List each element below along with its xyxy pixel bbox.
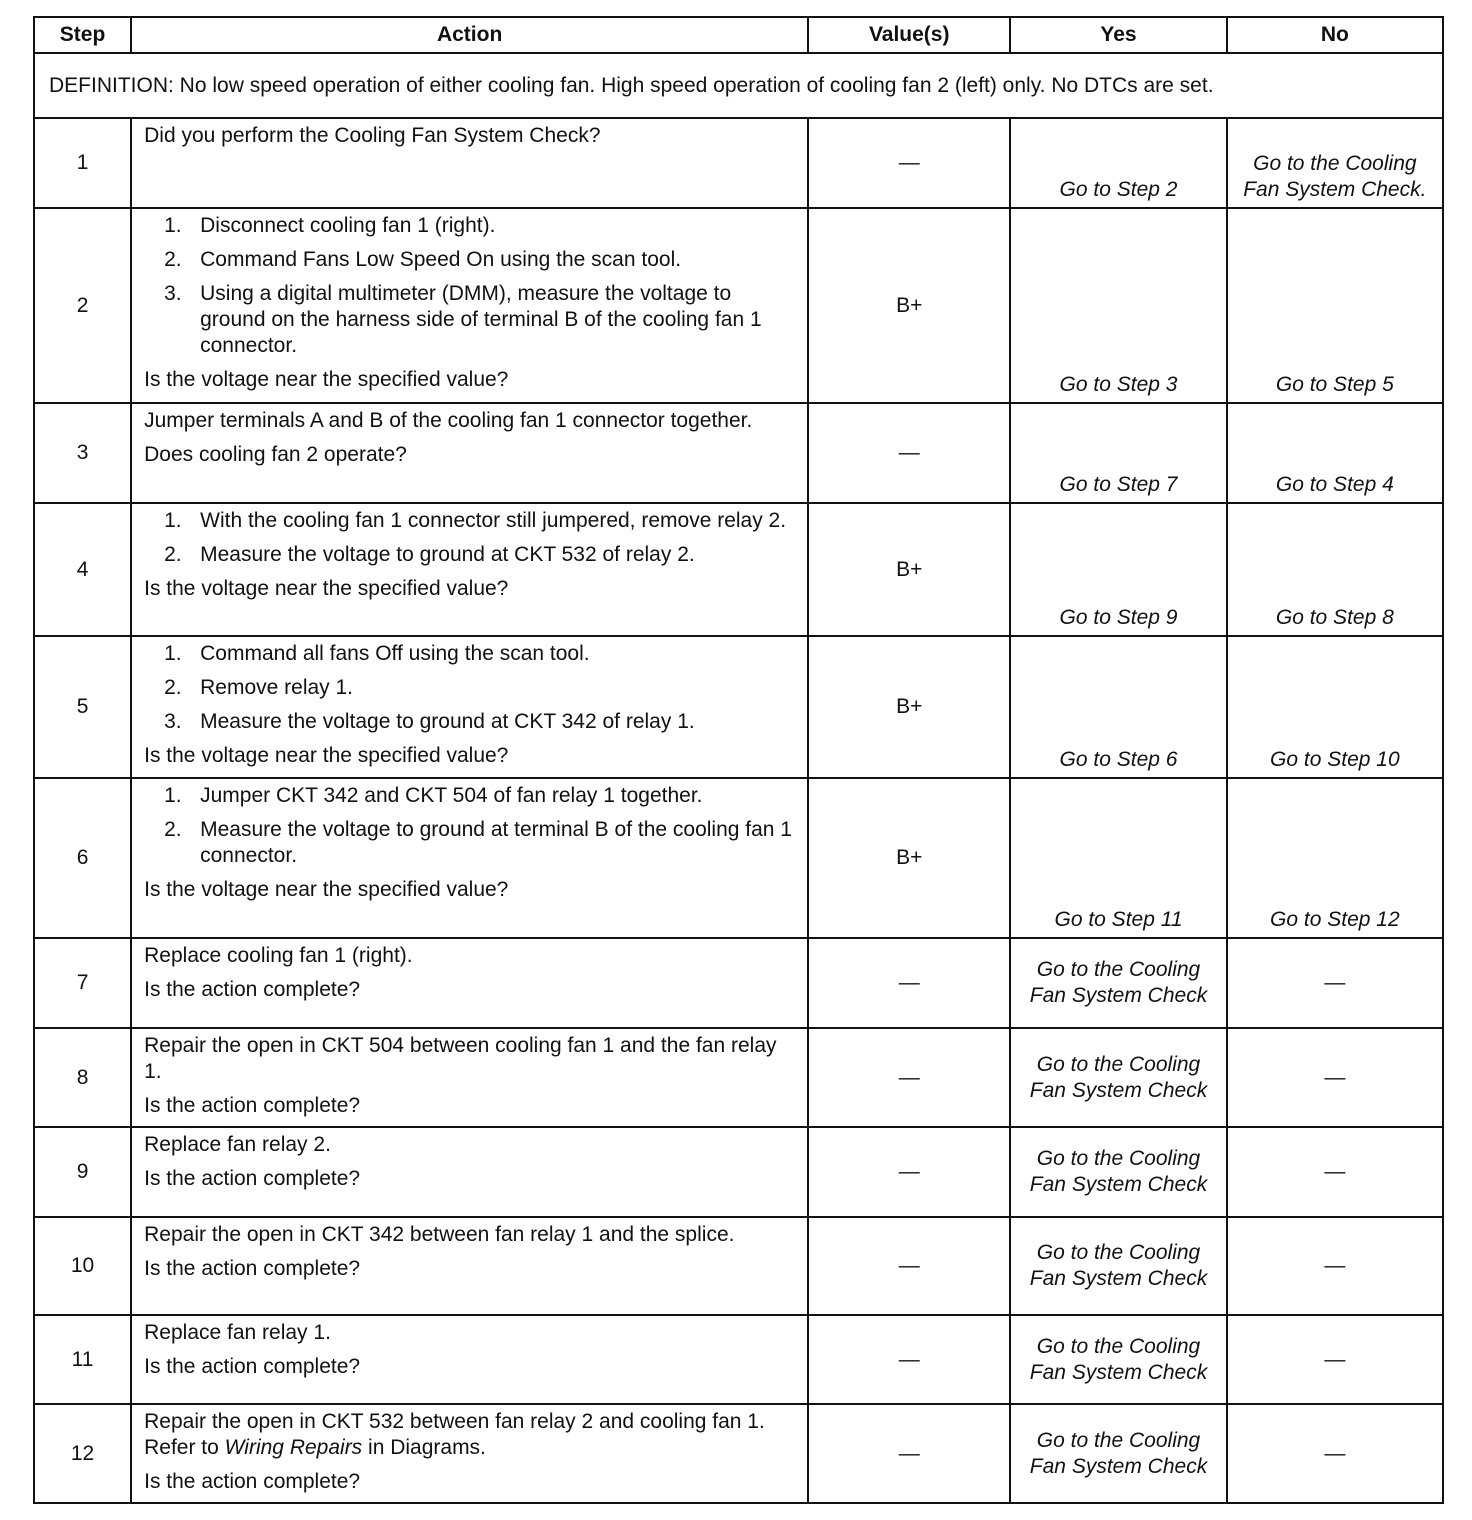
no-cell: Go to Step 5 xyxy=(1227,208,1443,403)
action-list xyxy=(144,641,797,735)
action-text: Repair the open in CKT 504 between cooling fan 1 and the fan relay 1. xyxy=(144,1034,777,1083)
table-row xyxy=(34,636,1443,778)
diagnostic-table xyxy=(33,16,1444,1504)
yes-cell: Go to Step 7 xyxy=(1010,403,1226,503)
no-cell: Go to Step 12 xyxy=(1227,778,1443,938)
item-number: 1. xyxy=(164,214,182,237)
item-text: Jumper CKT 342 and CKT 504 of fan relay 1 together. xyxy=(200,784,703,807)
no-cell: — xyxy=(1227,938,1443,1028)
value-cell: — xyxy=(808,118,1010,208)
value-cell: — xyxy=(808,938,1010,1028)
yes-cell: Go to the Cooling Fan System Check xyxy=(1010,1217,1226,1315)
step-number: 7 xyxy=(34,938,131,1028)
header-action: Action xyxy=(131,17,808,53)
no-cell: Go to Step 8 xyxy=(1227,503,1443,636)
step-number: 8 xyxy=(34,1028,131,1127)
no-cell: Go to Step 4 xyxy=(1227,403,1443,503)
yes-cell: Go to Step 3 xyxy=(1010,208,1226,403)
action-question: Is the action complete? xyxy=(144,1167,361,1190)
action-cell xyxy=(131,503,808,636)
yes-cell: Go to Step 6 xyxy=(1010,636,1226,778)
value-cell: — xyxy=(808,1127,1010,1217)
yes-cell: Go to the Cooling Fan System Check xyxy=(1010,1315,1226,1404)
value-cell: — xyxy=(808,1217,1010,1315)
action-text: Replace fan relay 2. xyxy=(144,1133,331,1156)
no-cell: Go to the Cooling Fan System Check. xyxy=(1227,118,1443,208)
value-cell: B+ xyxy=(808,503,1010,636)
yes-cell: Go to Step 2 xyxy=(1010,118,1226,208)
step-number: 11 xyxy=(34,1315,131,1404)
action-cell xyxy=(131,208,808,403)
yes-cell: Go to the Cooling Fan System Check xyxy=(1010,1404,1226,1503)
value-cell: B+ xyxy=(808,778,1010,938)
item-number: 2. xyxy=(164,543,182,566)
table-row xyxy=(34,1404,1443,1503)
action-cell xyxy=(131,1315,808,1404)
table-row xyxy=(34,1217,1443,1315)
step-number: 6 xyxy=(34,778,131,938)
table-row xyxy=(34,403,1443,503)
action-cell xyxy=(131,1127,808,1217)
action-cell xyxy=(131,403,808,503)
action-cell xyxy=(131,1217,808,1315)
header-values: Value(s) xyxy=(808,17,1010,53)
header-yes: Yes xyxy=(1010,17,1226,53)
step-number: 12 xyxy=(34,1404,131,1503)
item-text: Disconnect cooling fan 1 (right). xyxy=(200,214,496,237)
item-text: Command all fans Off using the scan tool. xyxy=(200,642,590,665)
value-cell: — xyxy=(808,1315,1010,1404)
action-question: Is the action complete? xyxy=(144,978,361,1001)
table-row xyxy=(34,1028,1443,1127)
action-list-item xyxy=(144,508,797,534)
action-question: Is the action complete? xyxy=(144,1257,361,1280)
action-list-item xyxy=(144,641,797,667)
step-number: 1 xyxy=(34,118,131,208)
table-row xyxy=(34,118,1443,208)
no-cell: — xyxy=(1227,1217,1443,1315)
value-cell: — xyxy=(808,403,1010,503)
action-question: Is the action complete? xyxy=(144,1094,361,1117)
item-number: 2. xyxy=(164,248,182,271)
action-list-item xyxy=(144,542,797,568)
action-cell xyxy=(131,778,808,938)
yes-cell: Go to Step 11 xyxy=(1010,778,1226,938)
item-number: 3. xyxy=(164,282,182,305)
step-number: 9 xyxy=(34,1127,131,1217)
action-cell xyxy=(131,636,808,778)
header-row xyxy=(34,17,1443,53)
action-list xyxy=(144,213,797,359)
yes-cell: Go to the Cooling Fan System Check xyxy=(1010,1127,1226,1217)
value-cell: — xyxy=(808,1404,1010,1503)
item-number: 2. xyxy=(164,676,182,699)
action-text: Repair the open in CKT 342 between fan relay 1 and the splice. xyxy=(144,1223,735,1246)
yes-cell: Go to the Cooling Fan System Check xyxy=(1010,1028,1226,1127)
action-text-after: in Diagrams. xyxy=(362,1436,486,1459)
item-text: Remove relay 1. xyxy=(200,676,354,699)
value-cell: — xyxy=(808,1028,1010,1127)
action-text: Replace cooling fan 1 (right). xyxy=(144,944,413,967)
yes-cell: Go to Step 9 xyxy=(1010,503,1226,636)
action-question: Does cooling fan 2 operate? xyxy=(144,443,407,466)
table-row xyxy=(34,1315,1443,1404)
action-list xyxy=(144,783,797,869)
action-text-before: Repair the open in CKT 532 between fan relay 2 and cooling fan 1. Refer to xyxy=(144,1410,765,1459)
step-number: 4 xyxy=(34,503,131,636)
step-number: 2 xyxy=(34,208,131,403)
item-number: 1. xyxy=(164,642,182,665)
action-cell xyxy=(131,118,808,208)
item-number: 1. xyxy=(164,784,182,807)
value-cell: B+ xyxy=(808,208,1010,403)
no-cell: — xyxy=(1227,1127,1443,1217)
no-cell: — xyxy=(1227,1315,1443,1404)
item-text: Measure the voltage to ground at CKT 342 of relay 1. xyxy=(200,710,695,733)
action-list-item xyxy=(144,783,797,809)
action-list-item xyxy=(144,709,797,735)
item-number: 1. xyxy=(164,509,182,532)
table-row xyxy=(34,503,1443,636)
header-no: No xyxy=(1227,17,1443,53)
step-number: 10 xyxy=(34,1217,131,1315)
definition-row xyxy=(34,53,1443,118)
item-number: 3. xyxy=(164,710,182,733)
action-list xyxy=(144,508,797,568)
step-number: 3 xyxy=(34,403,131,503)
action-question: Is the action complete? xyxy=(144,1470,361,1493)
action-list-item xyxy=(144,247,797,273)
action-text: Jumper terminals A and B of the cooling fan 1 connector together. xyxy=(144,409,753,432)
action-cell xyxy=(131,938,808,1028)
action-question: Is the action complete? xyxy=(144,1355,361,1378)
item-text: Measure the voltage to ground at CKT 532 of relay 2. xyxy=(200,543,695,566)
item-text: Using a digital multimeter (DMM), measure the voltage to ground on the harness side of terminal B of the cooling fan 1 connector. xyxy=(200,282,762,357)
wiring-repairs-reference: Wiring Repairs xyxy=(224,1436,363,1459)
action-text: Did you perform the Cooling Fan System Check? xyxy=(144,124,601,147)
action-question: Is the voltage near the specified value? xyxy=(144,368,509,391)
action-question: Is the voltage near the specified value? xyxy=(144,878,509,901)
action-list-item xyxy=(144,675,797,701)
yes-cell: Go to the Cooling Fan System Check xyxy=(1010,938,1226,1028)
item-number: 2. xyxy=(164,818,182,841)
action-list-item xyxy=(144,817,797,869)
action-cell xyxy=(131,1404,808,1503)
no-cell: — xyxy=(1227,1028,1443,1127)
no-cell: Go to Step 10 xyxy=(1227,636,1443,778)
action-list-item xyxy=(144,281,797,359)
header-step: Step xyxy=(34,17,131,53)
step-number: 5 xyxy=(34,636,131,778)
no-cell: — xyxy=(1227,1404,1443,1503)
action-question: Is the voltage near the specified value? xyxy=(144,577,509,600)
item-text: Command Fans Low Speed On using the scan tool. xyxy=(200,248,682,271)
item-text: Measure the voltage to ground at terminal B of the cooling fan 1 connector. xyxy=(200,818,792,867)
action-list-item xyxy=(144,213,797,239)
action-cell xyxy=(131,1028,808,1127)
table-row xyxy=(34,1127,1443,1217)
definition-text: DEFINITION: No low speed operation of either cooling fan. High speed operation of cooling fan 2 (left) only. No DTCs are set. xyxy=(34,53,1443,118)
table-row xyxy=(34,938,1443,1028)
item-text: With the cooling fan 1 connector still jumpered, remove relay 2. xyxy=(200,509,787,532)
value-cell: B+ xyxy=(808,636,1010,778)
table-row xyxy=(34,208,1443,403)
action-text: Replace fan relay 1. xyxy=(144,1321,331,1344)
table-row xyxy=(34,778,1443,938)
action-text xyxy=(144,1409,797,1461)
action-question: Is the voltage near the specified value? xyxy=(144,744,509,767)
